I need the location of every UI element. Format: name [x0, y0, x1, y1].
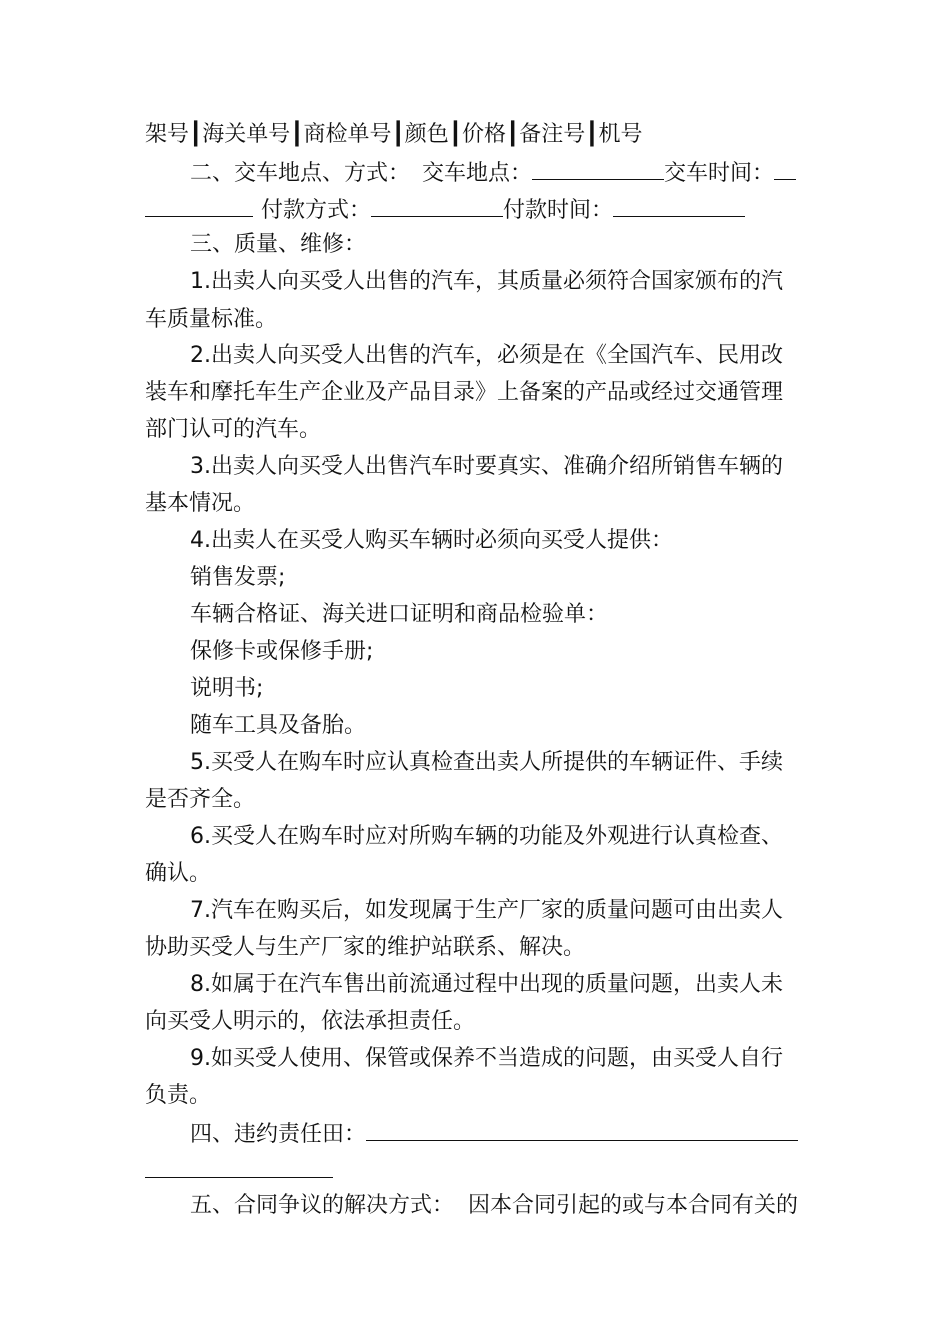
payment-method-label: 付款方式：	[261, 198, 372, 223]
item-3-line-2: 基本情况。	[145, 491, 256, 516]
liability-line-2	[145, 1155, 810, 1187]
document-certificates: 车辆合格证、海关进口证明和商品检验单：	[190, 602, 609, 627]
item-2-line-3: 部门认可的汽车。	[145, 417, 322, 442]
payment-method-blank[interactable]	[371, 194, 503, 217]
document-tools-spare: 随车工具及备胎。	[190, 713, 367, 738]
item-4-line: 4.出卖人在买受人购买车辆时必须向买受人提供：	[190, 528, 673, 553]
item-6-line-1: 6.买受人在购车时应对所购车辆的功能及外观进行认真检查、	[190, 824, 783, 849]
liability-blank-continued[interactable]	[145, 1155, 333, 1178]
section-5-heading: 五、合同争议的解决方式：	[190, 1193, 455, 1218]
table-header-line: 架号┃海关单号┃商检单号┃颜色┃价格┃备注号┃机号	[145, 122, 643, 147]
delivery-place-blank[interactable]	[532, 157, 664, 180]
document-warranty: 保修卡或保修手册;	[190, 639, 374, 664]
dispute-text: 因本合同引起的或与本合同有关的	[468, 1193, 799, 1218]
item-5-line-1: 5.买受人在购车时应认真检查出卖人所提供的车辆证件、手续	[190, 750, 783, 775]
section-3-heading: 三、质量、维修：	[190, 232, 367, 257]
item-7-line-2: 协助买受人与生产厂家的维护站联系、解决。	[145, 935, 586, 960]
document-manual: 说明书;	[190, 676, 264, 701]
delivery-time-label: 交车时间：	[664, 161, 775, 186]
item-2-line-1: 2.出卖人向买受人出售的汽车，必须是在《全国汽车、民用改	[190, 343, 783, 368]
dispute-line	[190, 1191, 810, 1221]
item-2-line-2: 装车和摩托车生产企业及产品目录》上备案的产品或经过交通管理	[145, 380, 784, 405]
section-4-heading: 四、违约责任田：	[190, 1122, 367, 1147]
liability-blank[interactable]	[366, 1118, 798, 1141]
item-8-line-2: 向买受人明示的，依法承担责任。	[145, 1009, 476, 1034]
liability-line	[190, 1118, 810, 1150]
section-2-heading: 二、交车地点、方式：	[190, 161, 411, 186]
payment-time-label: 付款时间：	[503, 198, 614, 223]
delivery-time-blank-start[interactable]	[774, 157, 796, 180]
item-3-line-1: 3.出卖人向买受人出售汽车时要真实、准确介绍所销售车辆的	[190, 454, 783, 479]
delivery-time-blank-end[interactable]	[145, 194, 253, 217]
item-7-line-1: 7.汽车在购买后，如发现属于生产厂家的质量问题可由出卖人	[190, 898, 783, 923]
item-1-line-2: 车质量标准。	[145, 307, 278, 332]
document-sales-invoice: 销售发票;	[190, 565, 286, 590]
item-9-line-2: 负责。	[145, 1083, 212, 1108]
delivery-line-1	[190, 157, 810, 189]
item-1-line-1: 1.出卖人向买受人出售的汽车，其质量必须符合国家颁布的汽	[190, 269, 783, 294]
payment-time-blank[interactable]	[613, 194, 745, 217]
delivery-place-label: 交车地点：	[422, 161, 533, 186]
item-5-line-2: 是否齐全。	[145, 787, 256, 812]
delivery-line-2	[145, 194, 810, 226]
item-8-line-1: 8.如属于在汽车售出前流通过程中出现的质量问题，出卖人未	[190, 972, 783, 997]
item-6-line-2: 确认。	[145, 861, 212, 886]
item-9-line-1: 9.如买受人使用、保管或保养不当造成的问题，由买受人自行	[190, 1046, 783, 1071]
